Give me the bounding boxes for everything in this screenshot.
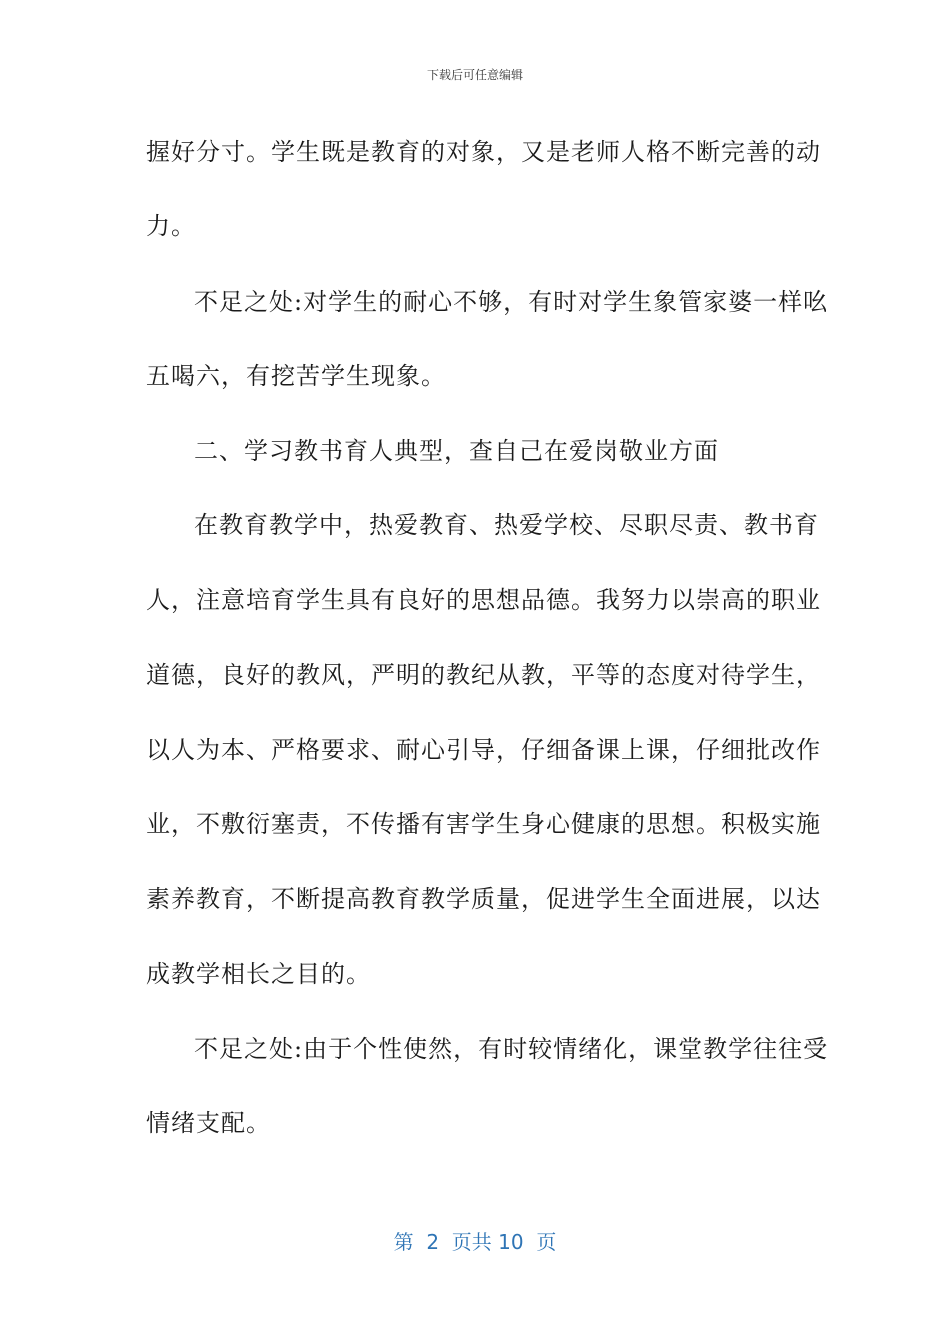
body-line: 道德，良好的教风，严明的教纪从教，平等的态度对待学生，: [146, 661, 821, 689]
body-line: 在教育教学中，热爱教育、热爱学校、尽职尽责、教书育: [194, 511, 819, 539]
body-line: 人，注意培育学生具有良好的思想品德。我努力以崇高的职业: [146, 586, 821, 614]
body-line: 成教学相长之目的。: [146, 960, 371, 988]
body-line: 业，不敷衍塞责，不传播有害学生身心健康的思想。积极实施: [146, 810, 821, 838]
page-number-footer: 第 2 页共 10 页: [393, 1230, 557, 1254]
section-heading: 二、学习教书育人典型，查自己在爱岗敬业方面: [194, 437, 719, 465]
body-line: 情绪支配。: [146, 1109, 271, 1137]
page-header: 下载后可任意编辑: [426, 68, 523, 82]
body-line: 以人为本、严格要求、耐心引导，仔细备课上课，仔细批改作: [146, 736, 821, 764]
body-line: 五喝六，有挖苦学生现象。: [146, 362, 446, 390]
body-line: 握好分寸。学生既是教育的对象，又是老师人格不断完善的动: [146, 138, 821, 166]
body-line: 力。: [146, 212, 196, 240]
body-line: 不足之处:对学生的耐心不够，有时对学生象管家婆一样吆: [194, 288, 829, 316]
body-line: 素养教育，不断提高教育教学质量，促进学生全面进展，以达: [146, 885, 821, 913]
body-line: 不足之处:由于个性使然，有时较情绪化，课堂教学往往受: [194, 1035, 829, 1063]
